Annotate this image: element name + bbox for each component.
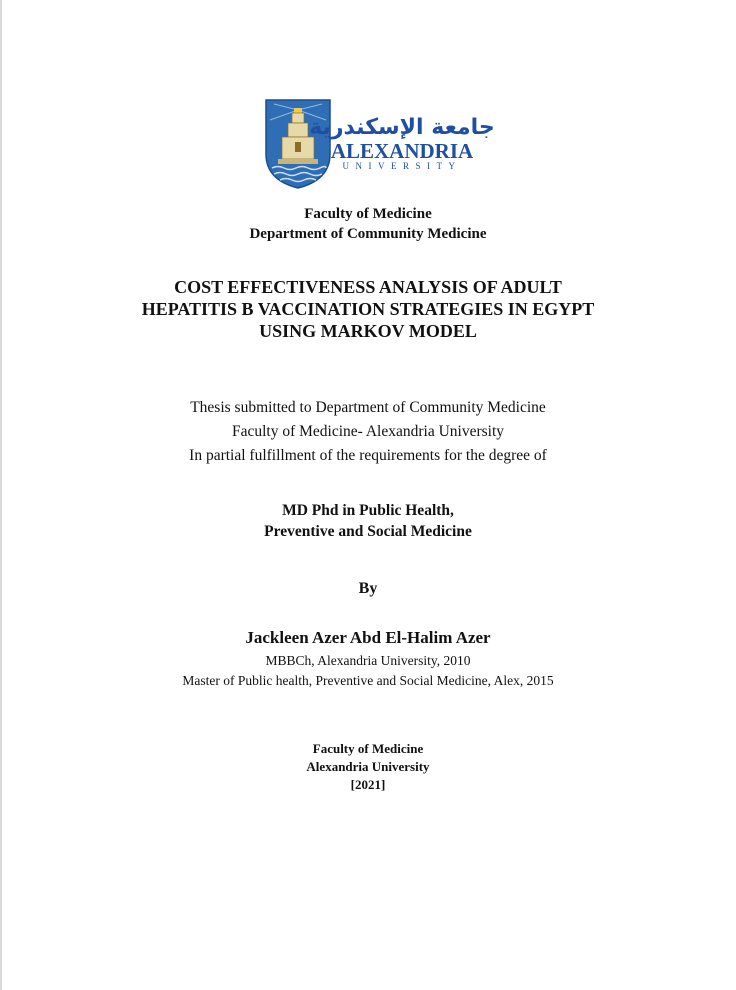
author-name: Jackleen Azer Abd El-Halim Azer	[245, 628, 491, 647]
logo-english-name: ALEXANDRIA	[330, 139, 474, 163]
logo-arabic-name: جامعة الإسكندرية	[309, 115, 495, 140]
credential-line: MBBCh, Alexandria University, 2010	[265, 653, 471, 668]
submission-line: Thesis submitted to Department of Community Medicine	[190, 399, 546, 416]
footer-faculty: Faculty of Medicine	[312, 741, 424, 756]
footer-year: [2021]	[350, 777, 386, 792]
faculty-header	[0, 204, 736, 244]
submission-line: In partial fulfillment of the requirements for the degree of	[189, 447, 547, 464]
credential-line: Master of Public health, Preventive and Social Medicine, Alex, 2015	[182, 673, 554, 688]
degree-line: Preventive and Social Medicine	[264, 523, 472, 540]
faculty-name: Faculty of Medicine	[304, 206, 432, 222]
page-left-edge	[0, 0, 2, 990]
degree-name	[0, 500, 736, 542]
author-credentials	[0, 651, 736, 691]
footer-block	[0, 740, 736, 794]
title-line: HEPATITIS B VACCINATION STRATEGIES IN EGYPT	[141, 299, 595, 319]
alexandria-university-logo	[264, 98, 495, 190]
submission-statement	[0, 396, 736, 468]
degree-line: MD Phd in Public Health,	[282, 502, 454, 519]
title-line: COST EFFECTIVENESS ANALYSIS OF ADULT	[174, 277, 562, 297]
by-label: By	[358, 580, 378, 597]
submission-line: Faculty of Medicine- Alexandria University	[231, 423, 505, 440]
footer-university: Alexandria University	[306, 759, 430, 774]
thesis-title	[0, 276, 736, 342]
department-name: Department of Community Medicine	[249, 226, 487, 242]
logo-english-subtitle: UNIVERSITY	[342, 161, 462, 171]
lighthouse-shield-icon	[266, 100, 330, 188]
title-line: USING MARKOV MODEL	[259, 321, 477, 341]
